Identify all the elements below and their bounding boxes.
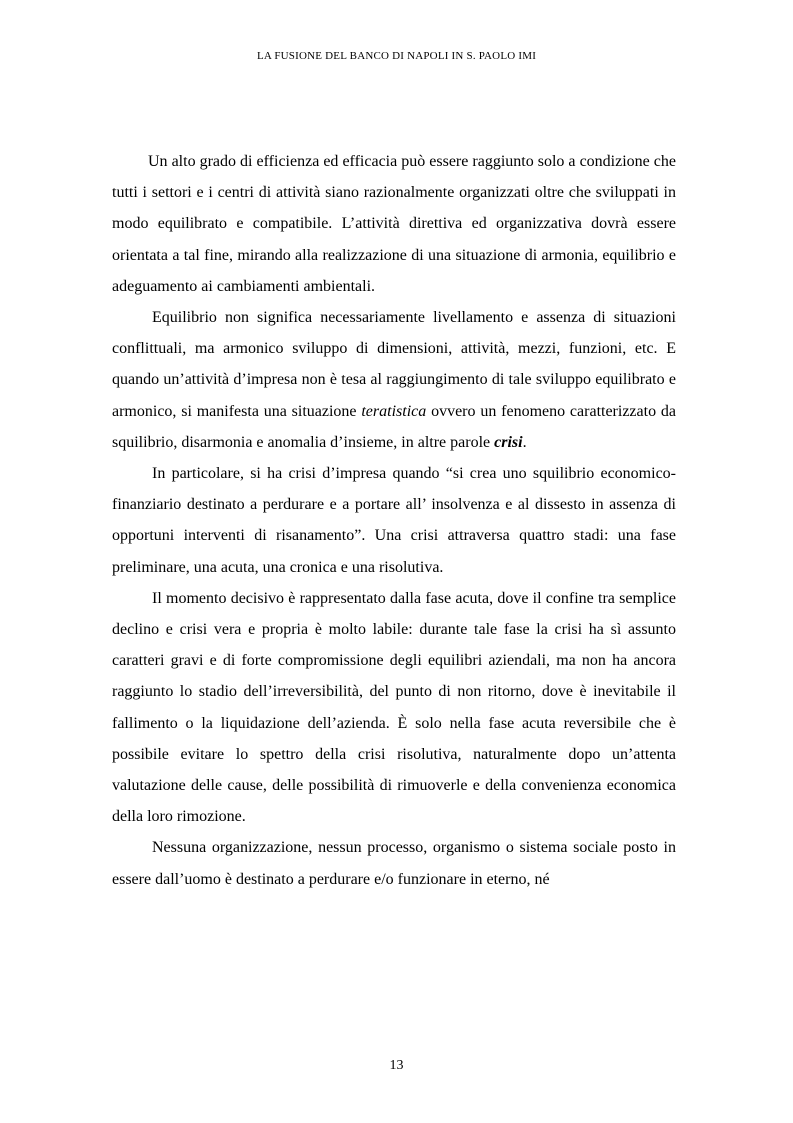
paragraph-equilibrio-text-after: . bbox=[522, 433, 527, 451]
running-header: LA FUSIONE DEL BANCO DI NAPOLI IN S. PAOLO IMI bbox=[256, 50, 537, 62]
page-number: 13 bbox=[389, 1058, 404, 1073]
paragraph-fase-acuta: Il momento decisivo è rappresentato dalla fase acuta, dove il confine tra semplice declino e crisi vera e propria è molto labile: durante tale fase la crisi ha sì assunto caratteri gravi e di forte compromissione degli equilibri aziendali, ma non ha ancora raggiunto lo stadio dell’irreversibilità, del punto di non ritorno, dove è inevitabile il fallimento o la liquidazione dell’azienda. È solo nella fase acuta reversibile che è possibile evitare lo spettro della crisi risolutiva, naturalmente dopo un’attenta valutazione delle cause, delle possibilità di rimuoverle e della convenienza economica della loro rimozione. bbox=[112, 589, 676, 826]
body-text bbox=[112, 146, 676, 895]
term-teratistica: teratistica bbox=[361, 402, 427, 420]
paragraph-nessuna-organizzazione: Nessuna organizzazione, nessun processo, organismo o sistema sociale posto in essere dall’uomo è destinato a perdurare e/o funzionare in eterno, né bbox=[112, 839, 676, 888]
paragraph-equilibrio-text-middle: ovvero un fenomeno caratterizzato da squilibrio, disarmonia e anomalia d’insieme, in altre parole bbox=[112, 402, 677, 451]
paragraph-efficienza: Un alto grado di efficienza ed efficacia può essere raggiunto solo a condizione che tutti i settori e i centri di attività siano razionalmente organizzati oltre che sviluppati in modo equilibrato e compatibile. L’attività direttiva ed organizzativa dovrà essere orientata a tal fine, mirando alla realizzazione di una situazione di armonia, equilibrio e adeguamento ai cambiamenti ambientali. bbox=[112, 153, 676, 295]
term-crisi: crisi bbox=[494, 433, 523, 451]
paragraph-equilibrio-text-before: Equilibrio non significa necessariamente livellamento e assenza di situazioni conflittuali, ma armonico sviluppo di dimensioni, attività, mezzi, funzioni, etc. E quando un’attività d’impresa non è tesa al raggiungimento di tale sviluppo equilibrato e armonico, si manifesta una situazione bbox=[112, 309, 676, 420]
paragraph-equilibrio bbox=[112, 302, 676, 458]
paragraph-crisi-impresa: In particolare, si ha crisi d’impresa quando “si crea uno squilibrio economico-finanziario destinato a perdurare e a portare all’ insolvenza e al dissesto in assenza di opportuni interventi di risanamento”. Una crisi attraversa quattro stadi: una fase preliminare, una acuta, una cronica e una risolutiva. bbox=[112, 465, 676, 576]
